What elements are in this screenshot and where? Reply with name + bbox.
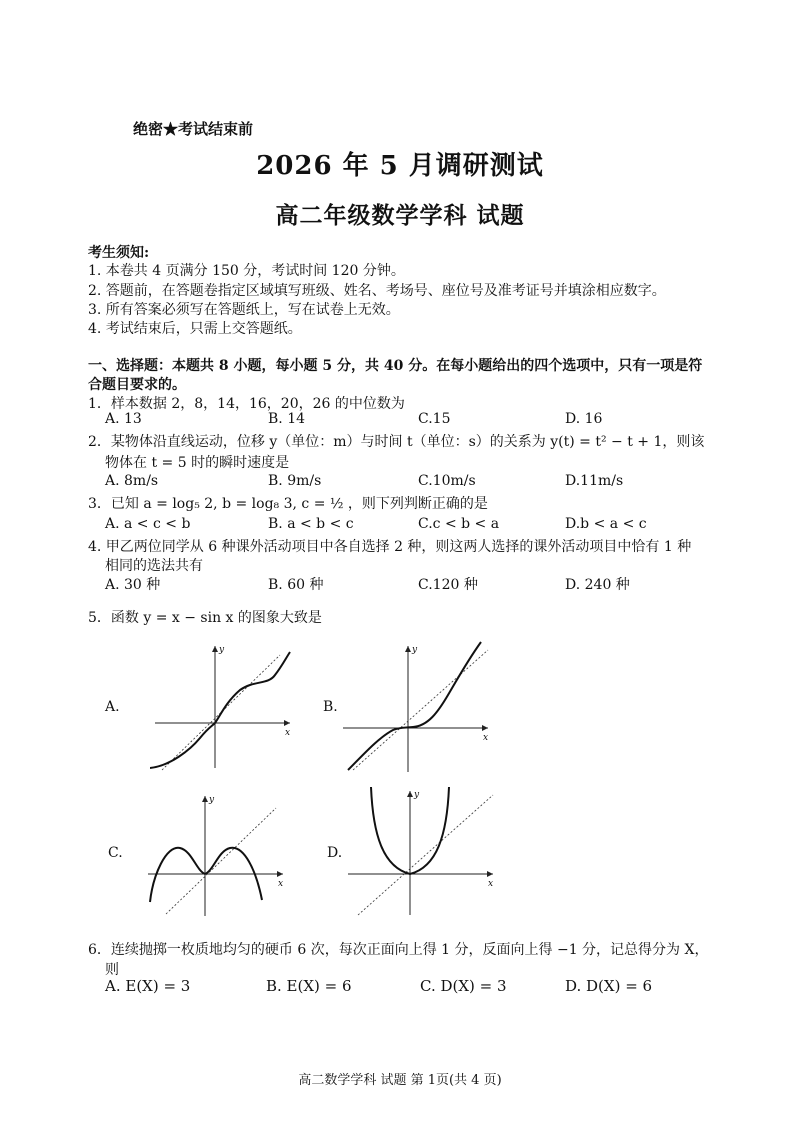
- page-footer: 高二数学学科 试题 第 1页(共 4 页): [298, 1073, 502, 1088]
- notice-item: 3. 所有答案必须写在答题纸上，写在试卷上无效。: [88, 302, 400, 318]
- q3-option-d: D.b < a < c: [565, 516, 647, 532]
- q6-option-d: D. D(X) = 6: [565, 977, 653, 995]
- confidential-mark: 绝密★考试结束前: [133, 120, 254, 138]
- q2-option-b: B. 9m/s: [268, 473, 322, 489]
- section-heading: 一、选择题：本题共 8 小题，每小题 5 分，共 40 分。在每小题给出的四个选项中，只有一项是符: [88, 358, 703, 374]
- graph-b: [343, 640, 493, 775]
- question-3-stem: 3．已知 a = log₅ 2, b = log₈ 3, c = ½ ，则下列判断正确的是: [88, 496, 488, 512]
- x-axis-label: x: [483, 733, 489, 743]
- y-axis-label: y: [412, 645, 418, 655]
- question-2-stem: 2．某物体沿直线运动，位移 y（单位：m）与时间 t（单位：s）的关系为 y(t) = t² − t + 1，则该: [88, 434, 705, 450]
- q3-option-b: B. a < b < c: [268, 516, 354, 532]
- question-2-stem-cont: 物体在 t = 5 时的瞬时速度是: [105, 455, 290, 471]
- graph-a: [150, 640, 300, 775]
- q1-option-b: B. 14: [268, 411, 306, 427]
- graph-d: [343, 785, 498, 920]
- y-axis-label: y: [414, 790, 420, 800]
- graph-a-label: A.: [105, 699, 120, 715]
- exam-title: 2026 年 5 月调研测试: [256, 151, 544, 181]
- q6-option-a: A. E(X) = 3: [105, 977, 191, 995]
- question-5-stem: 5．函数 y = x − sin x 的图象大致是: [88, 610, 322, 626]
- notice-item: 4. 考试结束后，只需上交答题纸。: [88, 321, 302, 337]
- q4-option-b: B. 60 种: [268, 577, 324, 593]
- x-axis-label: x: [488, 879, 494, 889]
- q3-option-a: A. a < c < b: [105, 516, 191, 532]
- q4-option-a: A. 30 种: [105, 577, 161, 593]
- q6-option-b: B. E(X) = 6: [266, 977, 352, 995]
- notice-item: 1. 本卷共 4 页满分 150 分，考试时间 120 分钟。: [88, 263, 405, 279]
- q4-option-c: C.120 种: [418, 577, 478, 593]
- q1-option-d: D. 16: [565, 411, 603, 427]
- graph-c: [148, 790, 298, 920]
- q2-option-a: A. 8m/s: [105, 473, 159, 489]
- notice-heading: 考生须知:: [88, 245, 150, 261]
- question-1-stem: 1．样本数据 2，8，14，16，20，26 的中位数为: [88, 396, 405, 412]
- question-4-stem-cont: 相同的选法共有: [105, 558, 203, 574]
- graph-c-label: C.: [108, 845, 123, 861]
- exam-subtitle: 高二年级数学学科 试题: [275, 202, 525, 229]
- graph-b-label: B.: [323, 699, 338, 715]
- x-axis-label: x: [285, 728, 291, 738]
- q3-option-c: C.c < b < a: [418, 516, 500, 532]
- y-axis-label: y: [209, 795, 215, 805]
- x-axis-label: x: [278, 879, 284, 889]
- y-axis-label: y: [219, 645, 225, 655]
- graph-d-label: D.: [327, 845, 343, 861]
- question-4-stem: 4. 甲乙两位同学从 6 种课外活动项目中各自选择 2 种，则这两人选择的课外活动项目中恰有 1 种: [88, 539, 692, 555]
- q1-option-c: C.15: [418, 411, 451, 427]
- q2-option-c: C.10m/s: [418, 473, 476, 489]
- notice-item: 2. 答题前，在答题卷指定区域填写班级、姓名、考场号、座位号及准考证号并填涂相应数字。: [88, 283, 666, 299]
- question-6-stem: 6．连续抛掷一枚质地均匀的硬币 6 次，每次正面向上得 1 分，反面向上得 −1 分，记总得分为 X，: [88, 942, 709, 958]
- question-6-stem-cont: 则: [105, 962, 119, 978]
- q6-option-c: C. D(X) = 3: [420, 977, 507, 995]
- section-heading-cont: 合题目要求的。: [88, 377, 186, 393]
- q2-option-d: D.11m/s: [565, 473, 624, 489]
- q4-option-d: D. 240 种: [565, 577, 630, 593]
- q1-option-a: A. 13: [105, 411, 142, 427]
